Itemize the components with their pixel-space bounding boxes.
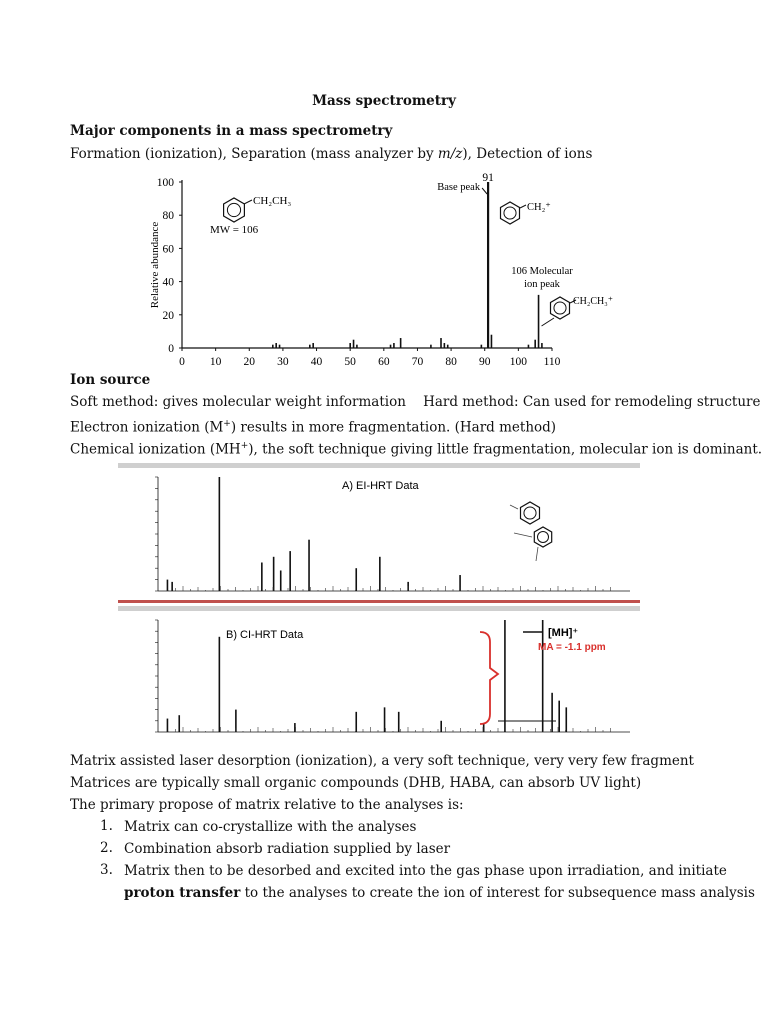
base-ion-label: CH₂⁺ (527, 202, 551, 213)
y-tick-label: 0 (168, 343, 174, 355)
spectrum-peak (261, 563, 263, 592)
list-item: Matrix then to be desorbed and excited into the gas phase upon irradiation, and initiate (124, 863, 727, 879)
sugar-structure-icon-ring (524, 507, 536, 519)
list-number: 1. (100, 818, 113, 834)
list-item-continuation: proton transfer to the analyses to create the ion of interest for subsequence mass analysis (124, 885, 755, 901)
spectrum-peak (565, 707, 567, 732)
spectrum-peak (542, 620, 544, 732)
x-tick-label: 40 (310, 356, 323, 368)
red-divider (118, 600, 640, 603)
base-peak-value: 91 (482, 172, 494, 184)
mol-ion-pointer (542, 318, 554, 326)
bond (510, 505, 518, 509)
spectrum-bar (487, 182, 489, 348)
spectrum-bar (393, 343, 395, 348)
spectrum-bar (447, 345, 449, 348)
x-tick-label: 60 (378, 356, 390, 368)
spectrum-peak (219, 477, 221, 591)
ei-hrt-spectrum (118, 463, 640, 603)
header-strip (118, 606, 640, 611)
spectrum-peak (308, 540, 310, 591)
spectrum-title: B) CI-HRT Data (226, 629, 304, 641)
spectrum-peak (167, 719, 169, 732)
electron-ionization-line: Electron ionization (M+) results in more fragmentation. (Hard method) (70, 419, 557, 436)
sugar-structure-icon-ring (538, 532, 549, 543)
spectrum-bar (309, 345, 311, 348)
spectrum-peak (280, 570, 282, 591)
sugar-structure-icon (521, 502, 540, 524)
y-tick-label: 60 (162, 243, 174, 256)
ethylbenzene-mass-spectrum (140, 168, 614, 373)
y-axis-label: Relative abundance (149, 221, 161, 309)
spectrum-peak (504, 620, 506, 732)
list-item: Combination absorb radiation supplied by laser (124, 841, 451, 857)
x-tick-label: 110 (543, 356, 561, 368)
spectrum-peak (551, 693, 553, 732)
x-tick-label: 100 (509, 356, 527, 368)
spectrum-bar (541, 343, 543, 348)
spectrum-peak (219, 637, 221, 732)
mh-label: [MH]⁺ (548, 627, 579, 639)
spectrum-bar (349, 343, 351, 348)
spectrum-peak (379, 557, 381, 591)
spectrum-bar (353, 340, 355, 348)
base-peak-label: Base peak (437, 182, 481, 193)
bond (244, 200, 252, 204)
benzyl-ring-icon (501, 202, 520, 224)
spectrum-bar (390, 345, 392, 348)
list-number: 3. (100, 862, 113, 878)
spectrum-bar (491, 335, 493, 348)
benzyl-ring-icon-ring (504, 207, 516, 219)
components-line: Formation (ionization), Separation (mass analyzer by m/z), Detection of ions (70, 146, 593, 162)
y-tick-label: 100 (156, 177, 174, 189)
spectrum-peak (178, 715, 180, 732)
x-tick-label: 20 (243, 356, 256, 368)
molecule-label: CH₂CH₃ (253, 195, 292, 207)
spectrum-peak (384, 707, 386, 732)
x-tick-label: 50 (344, 356, 356, 368)
y-tick-label: 40 (162, 276, 174, 289)
x-tick-label: 70 (411, 356, 424, 368)
list-item: Matrix can co-crystallize with the analyses (124, 819, 417, 835)
red-bracket (480, 632, 498, 724)
bond (536, 547, 538, 561)
spectrum-bar (444, 343, 446, 348)
spectrum-bar (534, 340, 536, 348)
mw-label: MW = 106 (210, 224, 259, 236)
mol-ion-label: ion peak (524, 279, 560, 290)
spectrum-peak (398, 712, 400, 732)
y-tick-label: 20 (162, 309, 174, 322)
spectrum-bar (272, 345, 274, 348)
spectrum-bar (440, 338, 442, 348)
ma-label: MA = -1.1 ppm (538, 642, 606, 653)
page-title: Mass spectrometry (312, 93, 456, 109)
purpose-line: The primary propose of matrix relative to the analyses is: (70, 797, 464, 813)
spectrum-peak (289, 551, 291, 591)
spectrum-bar (400, 338, 402, 348)
bond (520, 205, 526, 208)
spectrum-peak (558, 701, 560, 732)
spectrum-bar (430, 345, 432, 348)
x-tick-label: 90 (478, 356, 491, 368)
spectrum-peak (440, 721, 442, 732)
soft-hard-line: Soft method: gives molecular weight information Hard method: Can used for remodeling structure (70, 394, 761, 410)
matrices-line: Matrices are typically small organic compounds (DHB, HABA, can absorb UV light) (70, 775, 642, 791)
spectrum-peak (273, 557, 275, 591)
spectrum-peak (167, 580, 169, 591)
list-number: 2. (100, 840, 113, 856)
spectrum-bar (312, 343, 314, 348)
sugar-structure-icon (534, 527, 551, 547)
spectrum-bar (275, 343, 277, 348)
spectrum-peak (355, 568, 357, 591)
mol-ion-structure-label: CH₂CH₃⁺ (573, 296, 614, 307)
x-tick-label: 80 (445, 356, 457, 368)
spectrum-bar (528, 345, 530, 348)
section-heading-components: Major components in a mass spectrometry (70, 123, 393, 139)
spectrum-peak (355, 712, 357, 732)
y-tick-label: 80 (162, 210, 174, 223)
ethylbenzene-ion-ring-icon (551, 297, 570, 319)
bond (514, 533, 532, 537)
ethylbenzene-ring-icon (224, 198, 245, 222)
mol-ion-label: 106 Molecular (511, 266, 573, 277)
x-tick-label: 10 (209, 356, 222, 368)
chemical-ionization-line: Chemical ionization (MH+), the soft technique giving little fragmentation, molecular ion is dominant. (70, 441, 763, 458)
maldi-line: Matrix assisted laser desorption (ionization), a very soft technique, very very few fragment (70, 753, 694, 769)
ethylbenzene-ring-icon-ring (227, 203, 240, 216)
spectrum-bar (481, 345, 483, 348)
header-strip (118, 463, 640, 468)
spectrum-bar (538, 295, 540, 348)
base-peak-pointer (482, 188, 487, 194)
spectrum-title: A) EI-HRT Data (342, 480, 419, 492)
spectrum-bar (356, 345, 358, 348)
spectrum-peak (171, 582, 173, 591)
x-tick-label: 30 (277, 356, 289, 368)
spectrum-bar (279, 345, 281, 348)
ethylbenzene-ion-ring-icon-ring (554, 302, 566, 314)
section-heading-ion-source: Ion source (70, 372, 151, 388)
ci-hrt-spectrum (118, 606, 640, 742)
x-tick-label: 0 (179, 356, 185, 368)
